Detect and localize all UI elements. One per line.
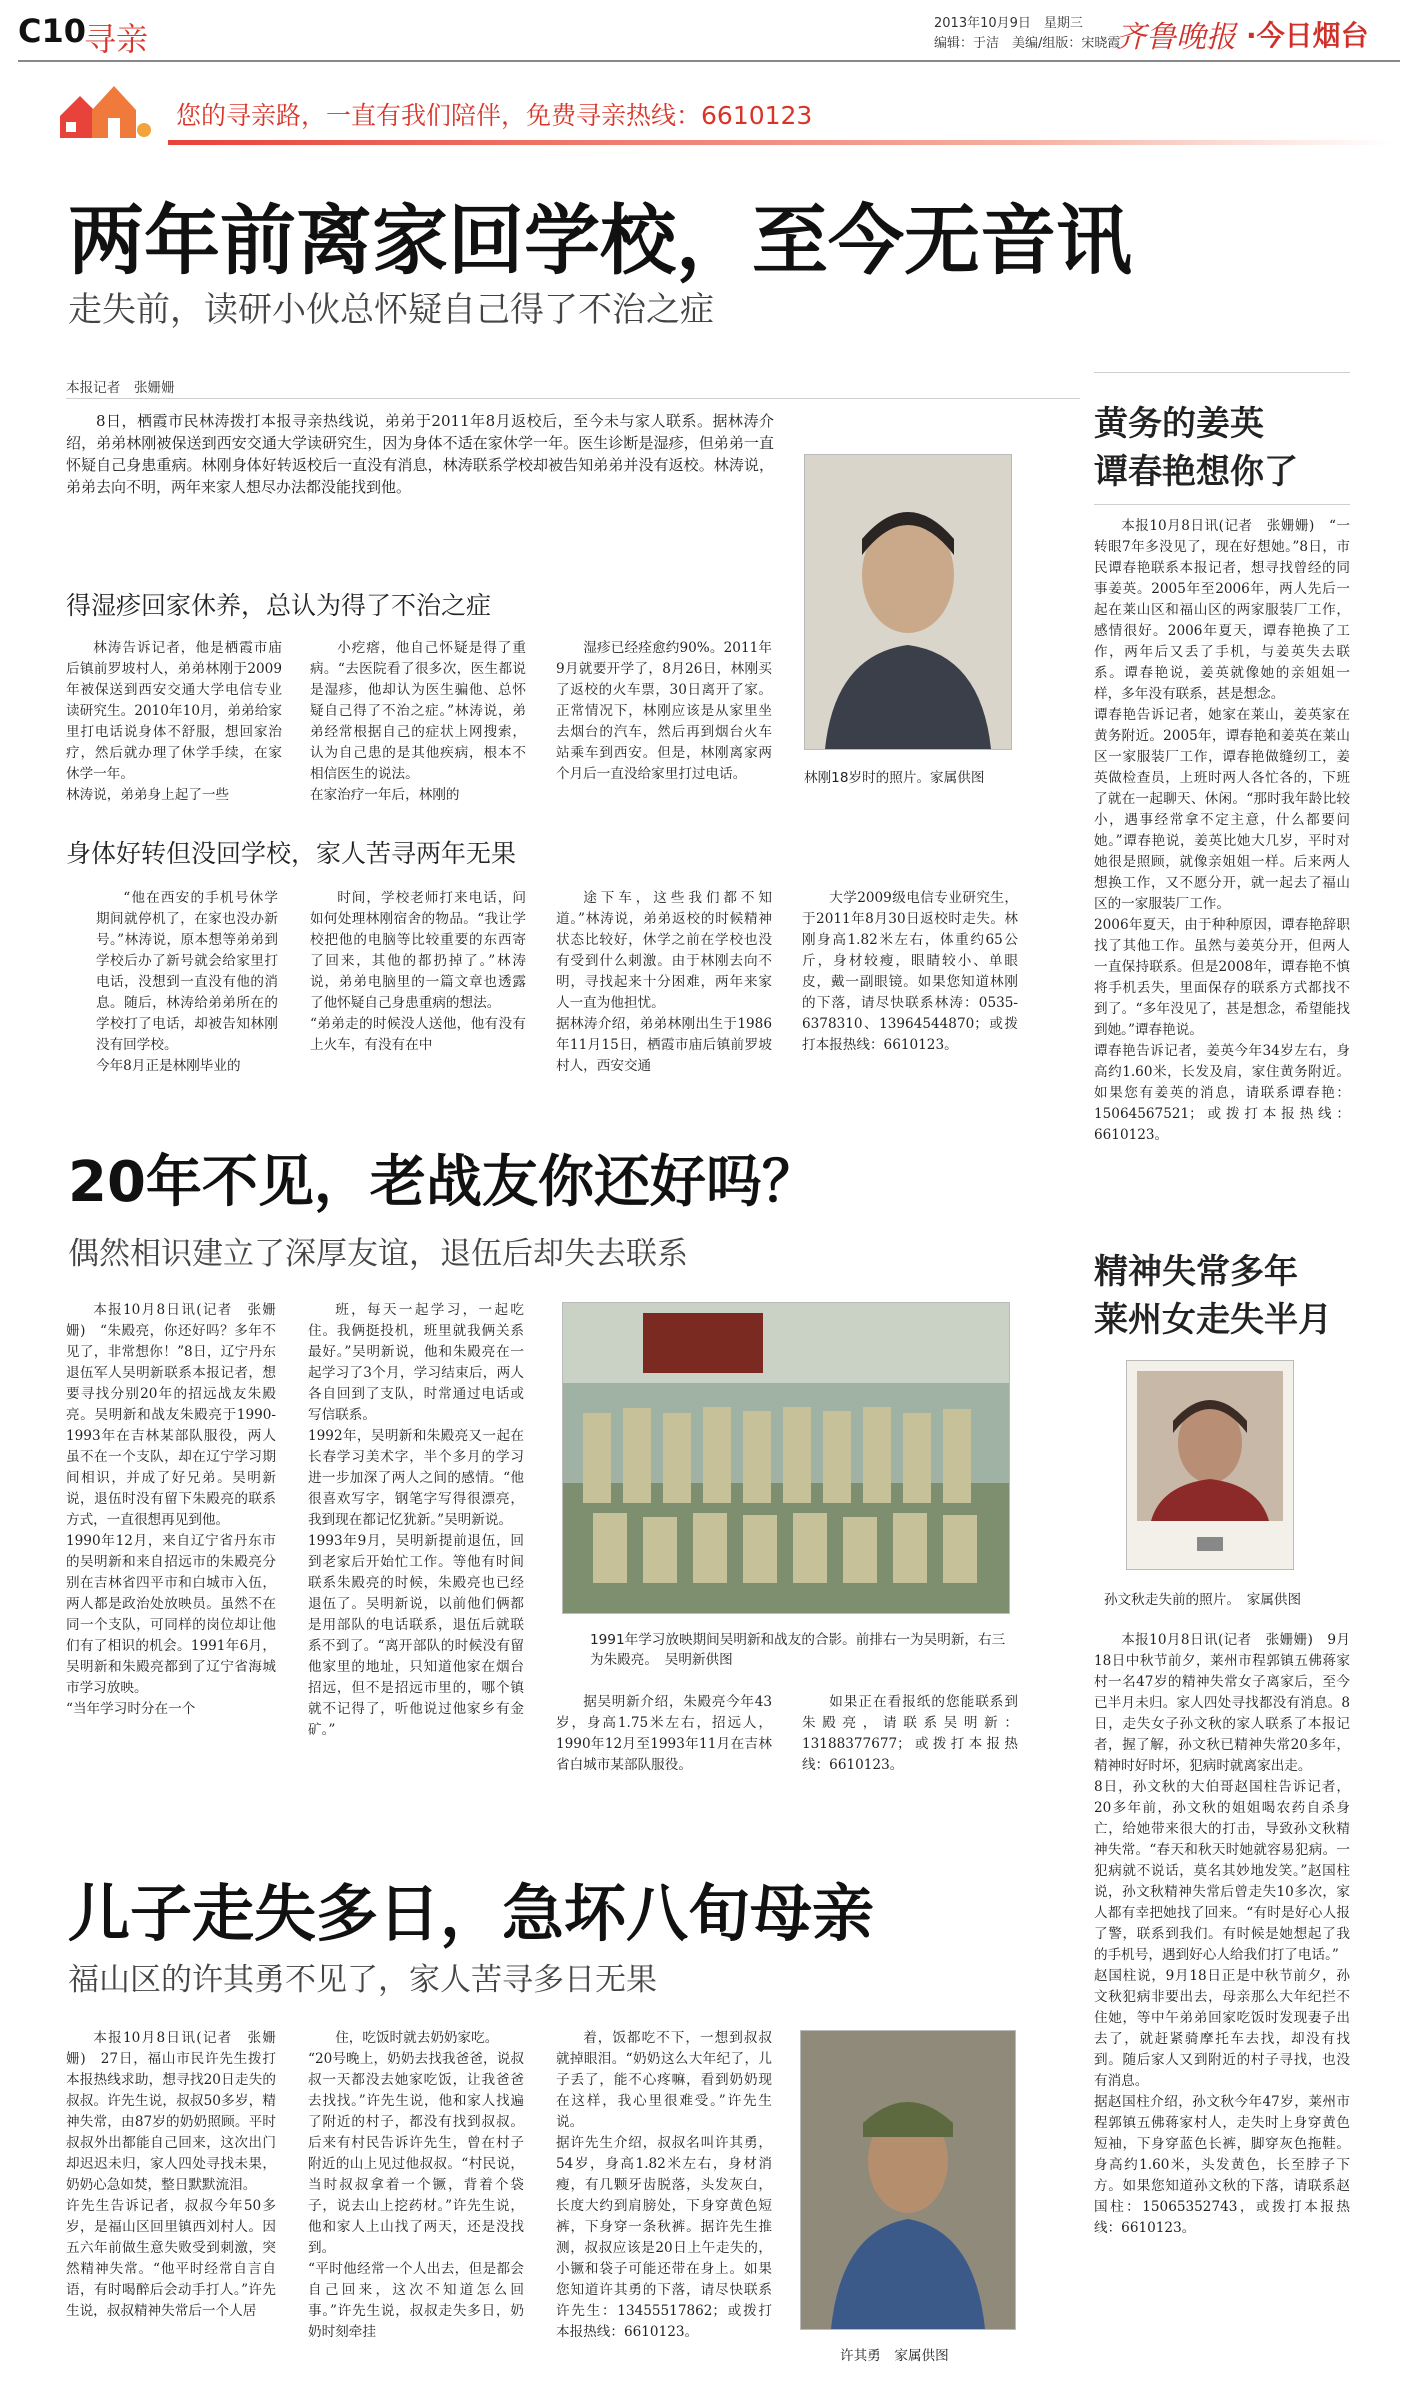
side2-photo-caption: 孙文秋走失前的照片。 家属供图 — [1104, 1592, 1302, 1608]
article1-photo — [804, 454, 1012, 750]
header-rule — [18, 60, 1400, 62]
side1-title-rule — [1094, 504, 1350, 505]
editors-line: 编辑：于洁 美编/组版：宋晓霞 — [934, 36, 1121, 51]
date-line: 2013年10月9日 星期三 — [934, 16, 1083, 31]
portrait-young-man-icon — [805, 455, 1011, 749]
article1-s1-col1: 林涛告诉记者，他是栖霞市庙后镇前罗坡村人，弟弟林刚于2009年被保送到西安交通大学电信专业读研究生。2010年10月，弟弟给家里打电话说身体不舒服，想回家治疗，然后就办理了休学手续，在家休学一年。 林涛说，弟弟身上起了一些 — [66, 640, 282, 803]
article3-photo — [800, 2030, 1016, 2330]
side2-photo — [1126, 1360, 1294, 1570]
article1-subtitle: 走失前，读研小伙总怀疑自己得了不治之症 — [68, 290, 714, 330]
article3-col2: 住，吃饭时就去奶奶家吃。 “20号晚上，奶奶去找我爸爸，说叔叔一天都没去她家吃饭，让我爸爸去找找。”许先生说，他和家人找遍了附近的村子，都没有找到叔叔。后来有村民告诉许先生，曾在村子附近的山上见过他叔叔。“村民说，当时叔叔拿着一个镢，背着个袋子，说去山上挖药材。”许先生说，他和家人上山找了两天，还是没找到。 “平时他经常一个人出去，但是都会自己回来，这次不知道怎么回事。”许先生说，叔叔走失多日，奶奶时刻牵挂 — [308, 2030, 524, 2340]
article1-title: 两年前离家回学校，至今无音讯 — [68, 196, 1132, 285]
article1-s1-col3: 湿疹已经痊愈约90%。2011年9月就要开学了，8月26日，林刚买了返校的火车票，30日离开了家。正常情况下，林刚应该是从家里坐去烟台的汽车，然后再到烟台火车站乘车到西安。但是，林刚离家两个月后一直没给家里打过电话。 — [556, 640, 772, 782]
article1-s2-col4: 大学2009级电信专业研究生，于2011年8月30日返校时走失。林刚身高1.82米左右，体重约65公斤，身材较瘦，眼睛较小、单眼皮，戴一副眼镜。如果您知道林刚的下落，请尽快联系林涛：0535-6378310、13964544870；或拨打本报热线：6610123。 — [802, 890, 1018, 1053]
side1-body: 本报10月8日讯(记者 张姗姗) “一转眼7年多没见了，现在好想她。”8日，市民谭春艳联系本报记者，想寻找曾经的同事姜英。2005年至2006年，两人先后一起在莱山区和福山区的两家服装厂工作，感情很好。2006年夏天，谭春艳换了工作，两年后又丢了手机，与姜英失去联系。谭春艳说，姜英就像她的亲姐姐一样，多年没有联系，甚是想念。 谭春艳告诉记者，她家在莱山，姜英家在黄务附近。2005年，谭春艳和姜英在莱山区一家服装厂工作，谭春艳做缝纫工，姜英做检查员，上班时两人各忙各的，下班了就在一起聊天、休闲。“那时我年龄比较小，遇事经常拿不定主意，什么都要问她。”谭春艳说，姜英比她大几岁，平时对她很是照顾，就像亲姐姐一样。后来两人想换工作，又不愿分开，就一起去了福山区的一家服装厂工作。 2006年夏天，由于种种原因，谭春艳辞职找了其他工作。虽然与姜英分开，但两人一直保持联系。但是2008年，谭春艳不慎将手机丢失，里面保存的联系方式都找不到了。“多年没见了，甚是想念，希望能找到她。”谭春艳说。 谭春艳告诉记者，姜英今年34岁左右，身高约1.60米，长发及肩，家住黄务附近。如果您有姜英的消息，请联系谭春艳：15064567521；或拨打本报热线：6610123。 — [1094, 518, 1350, 1143]
article1-section2-heading: 身体好转但没回学校，家人苦寻两年无果 — [66, 839, 517, 868]
article1-byline: 本报记者 张姗姗 — [66, 380, 175, 396]
portrait-man-cap-icon — [801, 2031, 1015, 2329]
article1-byline-rule — [66, 398, 1080, 399]
article2-subtitle: 偶然相识建立了深厚友谊，退伍后却失去联系 — [68, 1236, 688, 1272]
article3-photo-caption: 许其勇 家属供图 — [840, 2348, 949, 2364]
side2-body: 本报10月8日讯(记者 张姗姗) 9月18日中秋节前夕，莱州市程郭镇五佛蒋家村一名47岁的精神失常女子离家后，至今已半月未归。家人四处寻找都没有消息。8日，走失女子孙文秋的家人联系了本报记者，握了解，孙文秋已精神失常20多年，精神时好时坏，犯病时就离家出走。 8日，孙文秋的大伯哥赵国柱告诉记者，20多年前，孙文秋的姐姐喝农药自杀身亡，给她带来很大的打击，导致孙文秋精神失常。“春天和秋天时她就容易犯病。一犯病就不说话，莫名其妙地发笑。”赵国柱说，孙文秋精神失常后曾走失10多次，家人都有幸把她找了回来。“有时是好心人报了警，联系到我们。有时候是她想起了我的手机号，遇到好心人给我们打了电话。” 赵国柱说，9月18日正是中秋节前夕，孙文秋犯病非要出去，母亲那么大年纪拦不住她，等中午弟弟回家吃饭时发现妻子出去了，就赶紧骑摩托车去找，却没有找到。随后家人又到附近的村子寻找，也没有消息。 据赵国柱介绍，孙文秋今年47岁，莱州市程郭镇五佛蒋家村人，走失时上身穿黄色短袖，下身穿蓝色长裤，脚穿灰色拖鞋。身高约1.60米，头发黄色，长至脖子下方。如果您知道孙文秋的下落，请联系赵国柱：15065352743，或拨打本报热线：6610123。 — [1094, 1632, 1350, 2236]
article1-lead: 8日，栖霞市民林涛拨打本报寻亲热线说，弟弟于2011年8月返校后，至今未与家人联系。据林涛介绍，弟弟林刚被保送到西安交通大学读研究生，因为身体不适在家休学一年。医生诊断是湿疹，但弟弟一直怀疑自己身患重病。林刚身体好转返校后一直没有消息，林涛联系学校却被告知弟弟并没有返校。林涛说，弟弟去向不明，两年来家人想尽办法都没能找到他。 — [66, 412, 774, 496]
article1-s2-col3: 途下车，这些我们都不知道。”林涛说，弟弟返校的时候精神状态比较好，休学之前在学校也没有受到什么刺激。由于林刚去向不明，寻找起来十分困难，两年来家人一直为他担忧。 据林涛介绍，弟弟林刚出生于1986年11月15日，栖霞市庙后镇前罗坡村人，西安交通 — [556, 890, 772, 1074]
article3-col3: 着，饭都吃不下，一想到叔叔就掉眼泪。“奶奶这么大年纪了，儿子丢了，能不心疼嘛，看到奶奶现在这样，我心里很难受。”许先生说。 据许先生介绍，叔叔名叫许其勇，54岁，身高1.82米左右，身材消瘦，有几颗牙齿脱落，头发灰白，长度大约到肩膀处，下身穿黄色短裤，下身穿一条秋裤。据许先生推测，叔叔应该是20日上午走失的，小镢和袋子可能还带在身上。如果您知道许其勇的下落，请尽快联系许先生：13455517862；或拨打本报热线：6610123。 — [556, 2030, 772, 2340]
page-header — [18, 10, 1400, 58]
side1-title-line2: 谭春艳想你了 — [1094, 452, 1298, 492]
article3-title: 儿子走失多日，急坏八旬母亲 — [68, 1877, 875, 1950]
article1-photo-caption: 林刚18岁时的照片。家属供图 — [804, 770, 985, 786]
article1-section1-heading: 得湿疹回家休养，总认为得了不治之症 — [66, 591, 492, 620]
edition-name: ·今日烟台 — [1246, 19, 1369, 52]
side2-title-line1: 精神失常多年 — [1094, 1252, 1298, 1292]
page-number: C10 — [18, 12, 87, 50]
article3-subtitle: 福山区的许其勇不见了，家人苦寻多日无果 — [68, 1962, 657, 1998]
group-photo-soldiers-icon — [563, 1303, 1009, 1613]
article2-photo-caption: 1991年学习放映期间吴明新和战友的合影。前排右一为吴明新，右三为朱殿亮。 吴明新供图 — [590, 1632, 1006, 1668]
article2-col1: 本报10月8日讯(记者 张姗姗) “朱殿亮，你还好吗？多年不见了，非常想你！”8日，辽宁丹东退伍军人吴明新联系本报记者，想要寻找分别20年的招远战友朱殿亮。吴明新和战友朱殿亮于1990-1993年在吉林某部队服役，两人虽不在一个支队，却在辽宁学习期间相识，并成了好兄弟。吴明新说，退伍时没有留下朱殿亮的联系方式，一直很想再见到他。 1990年12月，来自辽宁省丹东市的吴明新和来自招远市的朱殿亮分别在吉林省四平市和白城市入伍，两人都是政治处放映员。虽然不在同一个支队，可同样的岗位却让他们有了相识的机会。1991年6月，吴明新和朱殿亮都到了辽宁省海城市学习放映。 “当年学习时分在一个 — [66, 1302, 276, 1717]
article2-col3: 据吴明新介绍，朱殿亮今年43岁，身高1.75米左右，招远人，1990年12月至1993年11月在吉林省白城市某部队服役。 — [556, 1694, 772, 1773]
article1-s2-col1: “他在西安的手机号休学期间就停机了，在家也没办新号。”林涛说，原本想等弟弟到学校后办了新号就会给家里打电话，没想到一直没有他的消息。随后，林涛给弟弟所在的学校打了电话，却被告知林刚没有回学校。 今年8月正是林刚毕业的 — [96, 890, 278, 1074]
article2-col4: 如果正在看报纸的您能联系到朱殿亮，请联系吴明新：13188377677；或拨打本报热线：6610123。 — [802, 1694, 1018, 1773]
article1-s1-col2: 小疙瘩，他自己怀疑是得了重病。“去医院看了很多次，医生都说是湿疹，他却认为医生骗他、总怀疑自己得了不治之症。”林涛说，弟弟经常根据自己的症状上网搜索，认为自己患的是其他疾病，根本不相信医生的说法。 在家治疗一年后，林刚的 — [310, 640, 526, 803]
section-name: 寻亲 — [84, 20, 149, 58]
article2-col2: 班，每天一起学习，一起吃住。我俩挺投机，班里就我俩关系最好。”吴明新说，他和朱殿亮在一起学习了3个月，学习结束后，两人各自回到了支队，时常通过电话或写信联系。 1992年，吴明新和朱殿亮又一起在长春学习美术字，半个多月的学习进一步加深了两人之间的感情。“他很喜欢写字，钢笔字写得很漂亮，我到现在都记忆犹新。”吴明新说。 1993年9月，吴明新提前退伍，回到老家后开始忙工作。等他有时间联系朱殿亮的时候，朱殿亮也已经退伍了。吴明新说，以前他们俩都是用部队的电话联系，退伍后就联系不到了。“离开部队的时候没有留他家里的地址，只知道他家在烟台招远，但不是招远市里的，哪个镇就不记得了，听他说过他家乡有金矿。” — [308, 1302, 524, 1738]
hotline-banner — [52, 76, 1392, 146]
article3-col1: 本报10月8日讯(记者 张姗姗) 27日，福山市民许先生拨打本报热线求助，想寻找20日走失的叔叔。许先生说，叔叔50多岁，精神失常，由87岁的奶奶照顾。平时叔叔外出都能自己回来，这次出门却迟迟未归，家人四处寻找未果，奶奶心急如焚，整日默默流泪。 许先生告诉记者，叔叔今年50多岁，是福山区回里镇西刘村人。因五六年前做生意失败受到刺激，突然精神失常。“他平时经常自言自语，有时喝醉后会动手打人。”许先生说，叔叔精神失常后一个人居 — [66, 2030, 276, 2319]
sidebar-top-rule — [1094, 372, 1350, 373]
article2-title: 20年不见，老战友你还好吗？ — [68, 1150, 818, 1215]
article1-s2-col2: 时间，学校老师打来电话，问如何处理林刚宿舍的物品。“我让学校把他的电脑等比较重要的东西寄了回来，其他的都扔掉了。”林涛说，弟弟电脑里的一篇文章也透露了他怀疑自己身患重病的想法。 “弟弟走的时候没人送他，他有没有上火车，有没有在中 — [310, 890, 526, 1053]
side2-title-line2: 莱州女走失半月 — [1094, 1300, 1332, 1340]
banner-underline — [168, 140, 1392, 145]
houses-logo-icon — [52, 76, 170, 142]
banner-text: 您的寻亲路，一直有我们陪伴，免费寻亲热线：6610123 — [176, 101, 813, 130]
masthead-logo: 齐鲁晚报 — [1116, 20, 1236, 55]
side1-title-line1: 黄务的姜英 — [1094, 404, 1264, 444]
article2-group-photo — [562, 1302, 1010, 1614]
portrait-woman-icon — [1127, 1361, 1293, 1569]
